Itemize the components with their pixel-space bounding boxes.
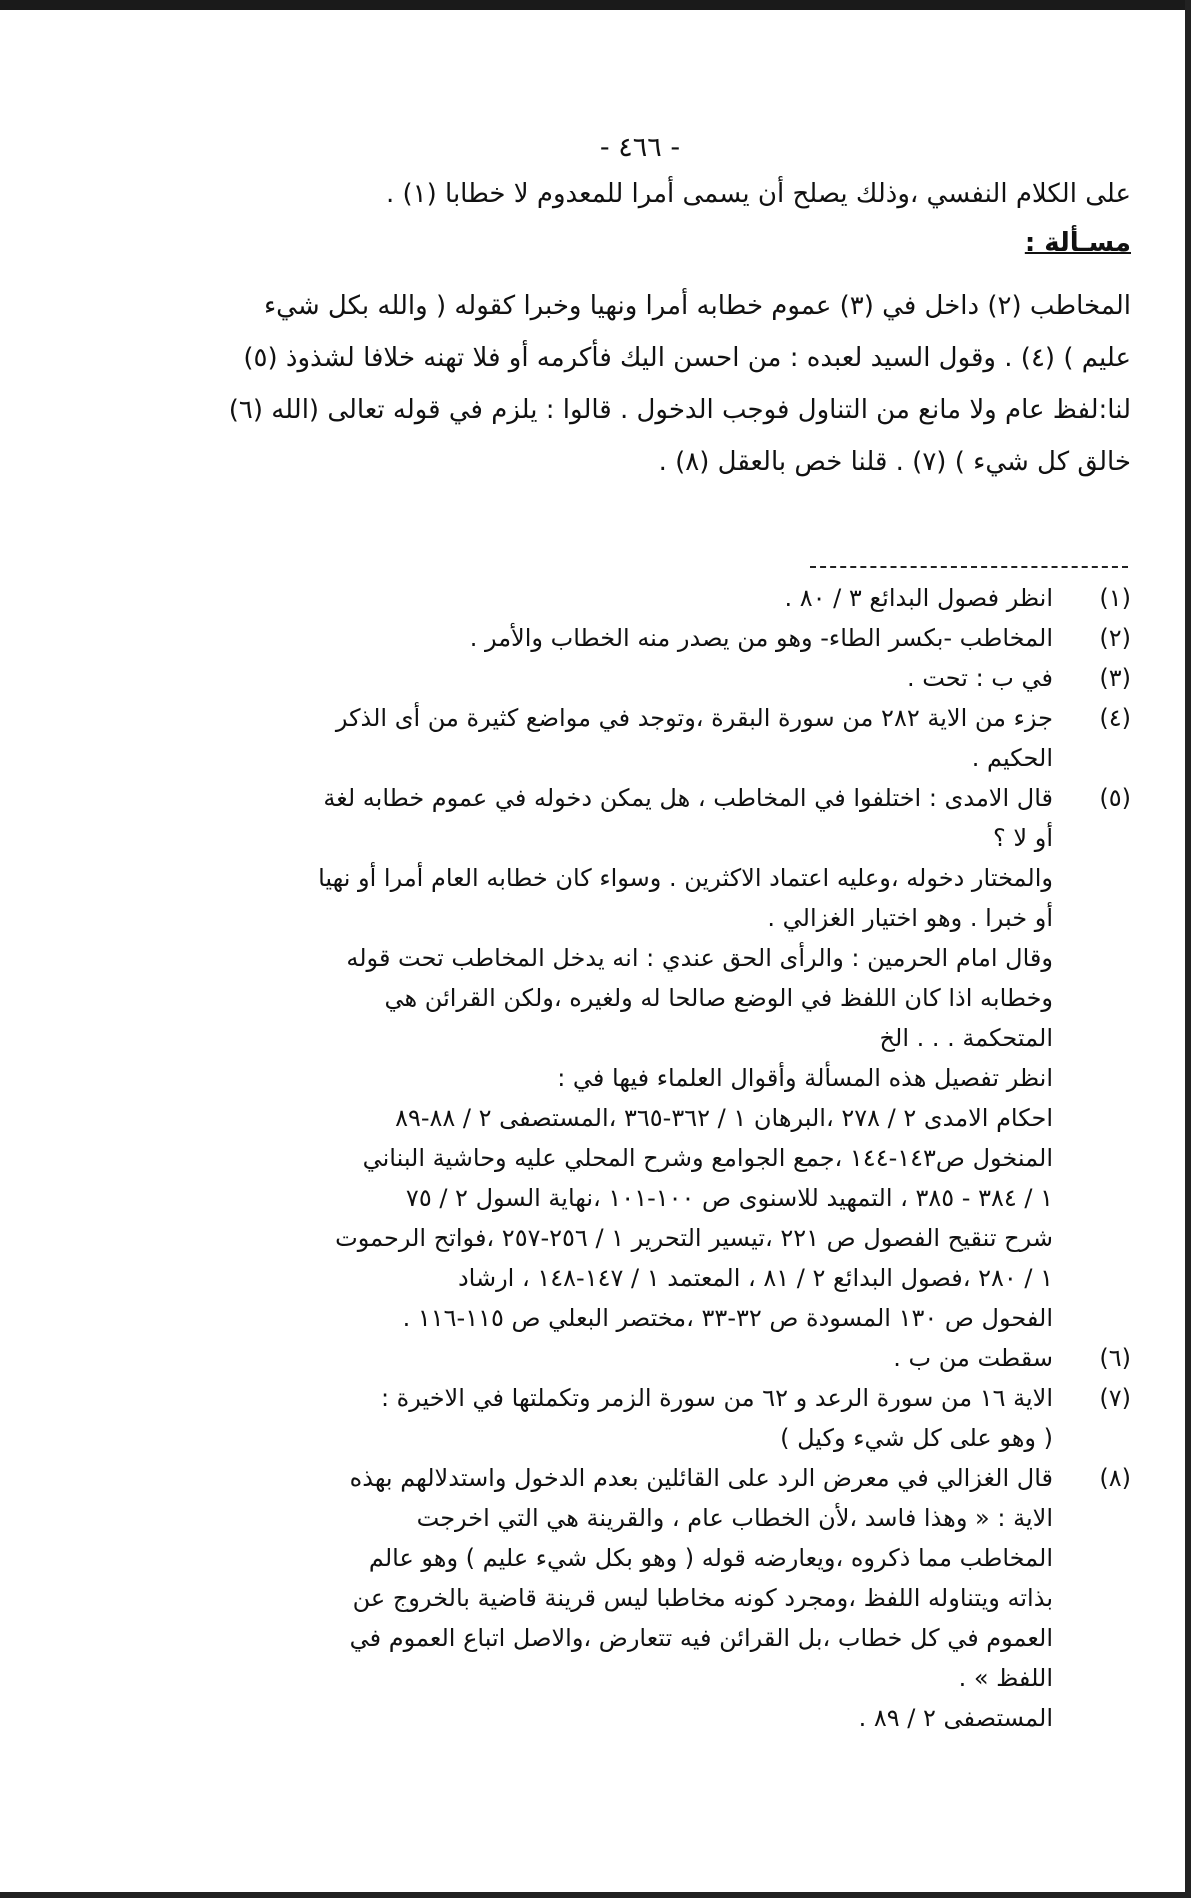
footnote-line: المنخول ص١٤٣-١٤٤ ،جمع الجوامع وشرح المحلي عليه وحاشية البناني: [362, 1144, 1053, 1172]
footnote-line: جزء من الاية ٢٨٢ من سورة البقرة ،وتوجد في مواضع كثيرة من أى الذكر: [335, 704, 1053, 732]
footnote-line: قال الامدى : اختلفوا في المخاطب ، هل يمكن دخوله في عموم خطابه لغة: [323, 784, 1053, 812]
footnote: [51, 698, 1131, 778]
footnote-line: والمختار دخوله ،وعليه اعتماد الاكثرين . وسواء كان خطابه العام أمرا أو نهيا: [318, 864, 1053, 892]
footnote: [51, 618, 1131, 658]
footnote-line: بذاته ويتناوله اللفظ ،ومجرد كونه مخاطبا ليس قرينة قاضية بالخروج عن: [352, 1584, 1053, 1612]
footnote-line: ( وهو على كل شيء وكيل ): [780, 1424, 1053, 1452]
footnote-number: (١): [1099, 584, 1131, 612]
footnote-line: شرح تنقيح الفصول ص ٢٢١ ،تيسير التحرير ١ / ٢٥٦-٢٥٧ ،فواتح الرحموت: [335, 1224, 1053, 1252]
footnote: [51, 1458, 1131, 1698]
footnote-line: المخاطب -بكسر الطاء- وهو من يصدر منه الخطاب والأمر .: [469, 624, 1053, 652]
text-line: خالق كل شيء ) (٧) . قلنا خص بالعقل (٨) .: [658, 447, 1131, 477]
footnote-line: أو خبرا . وهو اختيار الغزالي .: [767, 904, 1053, 932]
footnote-number: (٨): [1099, 1464, 1131, 1492]
footnote-text: [51, 1698, 1053, 1738]
footnote-text: [51, 1458, 1053, 1698]
footnote-line: سقطت من ب .: [893, 1344, 1053, 1372]
scan-edge-right: [1185, 0, 1191, 1898]
footnote-line: قال الغزالي في معرض الرد على القائلين بعدم الدخول واستدلالهم بهذه: [349, 1464, 1053, 1492]
page-number: - ٤٦٦ -: [599, 132, 681, 163]
footnote-number: (٣): [1099, 664, 1131, 692]
footnote: [51, 1378, 1131, 1458]
footnotes: [51, 578, 1131, 1738]
section-heading: مسـألة :: [1024, 228, 1131, 258]
main-text: [51, 168, 1131, 488]
footnote-line: ١ / ٣٨٤ - ٣٨٥ ، التمهيد للاسنوى ص ١٠٠-١٠١ ،نهاية السول ٢ / ٧٥: [405, 1184, 1053, 1212]
footnote-line: الفحول ص ١٣٠ المسودة ص ٣٢-٣٣ ،مختصر البعلي ص ١١٥-١١٦ .: [402, 1304, 1053, 1332]
footnote: [51, 1698, 1131, 1738]
footnote-line: انظر فصول البدائع ٣ / ٨٠ .: [784, 584, 1053, 612]
footnote-line: وخطابه اذا كان اللفظ في الوضع صالحا له ولغيره ،ولكن القرائن هي: [384, 984, 1053, 1012]
footnote-line: الحكيم .: [971, 744, 1053, 772]
footnote-line: العموم في كل خطاب ،بل القرائن فيه تتعارض ،والاصل اتباع العموم في: [349, 1624, 1053, 1652]
footnote-number: [1053, 1698, 1131, 1738]
footnote-number: (٢): [1099, 624, 1131, 652]
footnote-number: (٧): [1099, 1384, 1131, 1412]
footnote-line: أو لا ؟: [993, 824, 1053, 852]
scan-edge-top: [0, 0, 1191, 10]
footnote: [51, 778, 1131, 1338]
text-line: عليم ) (٤) . وقول السيد لعبده : من احسن اليك فأكرمه أو فلا تهنه خلافا لشذوذ (٥): [243, 343, 1131, 373]
footnote-text: [51, 578, 1053, 618]
footnote-text: [51, 698, 1053, 778]
footnote-line: الاية ١٦ من سورة الرعد و ٦٢ من سورة الزمر وتكملتها في الاخيرة :: [380, 1384, 1053, 1412]
footnote-line: في ب : تحت .: [906, 664, 1053, 692]
footnote-line: المستصفى ٢ / ٨٩ .: [858, 1704, 1053, 1732]
footnote-text: [51, 1378, 1053, 1458]
footnote: [51, 658, 1131, 698]
footnote-text: [51, 1338, 1053, 1378]
text-line: المخاطب (٢) داخل في (٣) عموم خطابه أمرا ونهيا وخبرا كقوله ( والله بكل شيء: [263, 291, 1131, 321]
footnote-text: [51, 658, 1053, 698]
footnote-line: الاية : « وهذا فاسد ،لأن الخطاب عام ، والقرينة هي التي اخرجت: [416, 1504, 1053, 1532]
footnote-line: المتحكمة . . . الخ: [879, 1024, 1053, 1052]
footnote-line: انظر تفصيل هذه المسألة وأقوال العلماء فيها في :: [557, 1064, 1053, 1092]
footnote-line: المخاطب مما ذكروه ،ويعارضه قوله ( وهو بكل شيء عليم ) وهو عالم: [368, 1544, 1053, 1572]
footnote-separator: [810, 566, 1128, 568]
text-line: على الكلام النفسي ،وذلك يصلح أن يسمى أمرا للمعدوم لا خطابا (١) .: [385, 179, 1131, 209]
footnote-number: (٥): [1099, 784, 1131, 812]
footnote-number: (٦): [1099, 1344, 1131, 1372]
footnote: [51, 1338, 1131, 1378]
footnote-line: ١ / ٢٨٠ ،فصول البدائع ٢ / ٨١ ، المعتمد ١ / ١٤٧-١٤٨ ، ارشاد: [457, 1264, 1053, 1292]
footnote-text: [51, 618, 1053, 658]
footnote: [51, 578, 1131, 618]
footnote-line: اللفظ » .: [958, 1664, 1053, 1692]
text-line: لنا:لفظ عام ولا مانع من التناول فوجب الدخول . قالوا : يلزم في قوله تعالى (الله (٦): [228, 395, 1131, 425]
footnote-line: احكام الامدى ٢ / ٢٧٨ ،البرهان ١ / ٣٦٢-٣٦٥ ،المستصفى ٢ / ٨٨-٨٩: [395, 1104, 1053, 1132]
scan-edge-bottom: [0, 1892, 1191, 1898]
footnote-text: [51, 778, 1053, 1338]
footnote-line: وقال امام الحرمين : والرأى الحق عندي : انه يدخل المخاطب تحت قوله: [346, 944, 1053, 972]
footnote-number: (٤): [1099, 704, 1131, 732]
